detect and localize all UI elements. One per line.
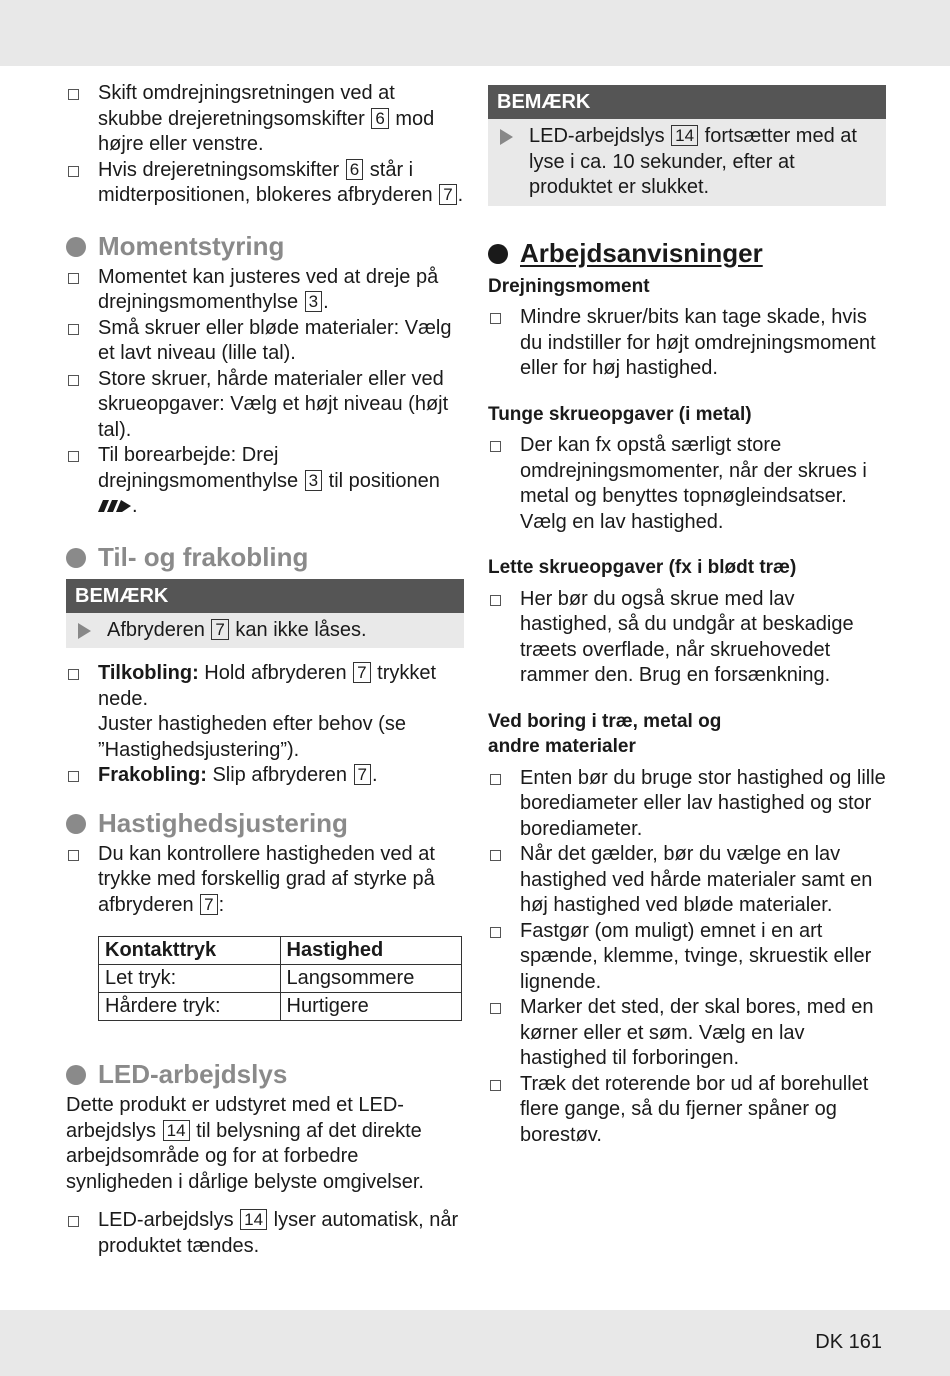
bullet-dot-icon: [66, 548, 86, 568]
drill-icon: [98, 499, 132, 513]
section-heading-hastighedsjustering: Hastighedsjustering: [66, 808, 464, 838]
list-item: Store skruer, hårde materialer eller ved skrueopgaver: Vælg et højt niveau (højt tal).: [66, 367, 464, 444]
list-item: Enten bør du bruge stor hastighed og lille borediameter eller lav hastighed og stor borediameter.: [488, 766, 886, 843]
subheading: Tunge skrueopgaver (i metal): [488, 403, 752, 425]
part-ref: 7: [211, 619, 228, 640]
list-item: Frakobling: Slip afbryderen 7 .: [66, 763, 464, 789]
checkbox-bullet-icon: [490, 927, 501, 938]
note-body: Afbryderen 7 kan ikke låses.: [66, 613, 464, 649]
left-column: [66, 80, 464, 1259]
speed-table: [98, 936, 462, 1021]
footer-bar: [0, 1310, 950, 1376]
checkbox-bullet-icon: [490, 441, 501, 452]
bullet-dot-icon: [66, 1065, 86, 1085]
checkbox-bullet-icon: [68, 166, 79, 177]
part-ref: 6: [346, 159, 363, 180]
note-box: [66, 579, 464, 649]
checkbox-bullet-icon: [68, 273, 79, 284]
part-ref: 3: [305, 470, 322, 491]
onoff-list: [66, 661, 464, 789]
list-item: Fastgør (om muligt) emnet i en art spænde, klemme, tvinge, skruestik eller lignende.: [488, 919, 886, 996]
checkbox-bullet-icon: [490, 595, 501, 606]
right-column: [488, 85, 886, 1148]
section-heading-led-arbejdslys: LED-arbejdslys: [66, 1059, 464, 1089]
table-row: Hårdere tryk: Hurtigere: [99, 993, 462, 1021]
led-paragraph: Dette produkt er udstyret med et LED-arbejdslys 14 til belysning af det direkte arbejdsområde og for at forbedre synligheden i dårlige belyste omgivelser.: [66, 1094, 424, 1193]
arrow-right-icon: [78, 623, 91, 639]
checkbox-bullet-icon: [490, 313, 501, 324]
list-item: LED-arbejdslys 14 lyser automatisk, når produktet tændes.: [66, 1208, 464, 1259]
checkbox-bullet-icon: [68, 375, 79, 386]
sub4-list: [488, 766, 886, 1149]
list-item: Her bør du også skrue med lav hastighed, så du undgår at beskadige træets overflade, når skruehovedet rammer den. Brug en forsænkning.: [488, 587, 886, 689]
bullet-dot-icon: [66, 814, 86, 834]
part-ref: 14: [671, 125, 698, 146]
bullet-dot-icon: [66, 237, 86, 257]
list-item: Tilkobling: Hold afbryderen 7 trykket nede. Juster hastigheden efter behov (se ”Hastighedsjustering”).: [66, 661, 464, 763]
section-heading-momentstyring: Momentstyring: [66, 231, 464, 261]
checkbox-bullet-icon: [68, 771, 79, 782]
intro-list: [66, 81, 464, 209]
checkbox-bullet-icon: [68, 1216, 79, 1227]
list-item: Momentet kan justeres ved at dreje på drejningsmomenthylse 3 .: [66, 265, 464, 316]
list-item: Når det gælder, bør du vælge en lav hastighed ved hårde materialer samt en høj hastighed ved bløde materialer.: [488, 842, 886, 919]
list-item: Skift omdrejningsretningen ved at skubbe drejeretningsomskifter 6 mod højre eller venstre.: [66, 81, 464, 158]
top-bar: [0, 0, 950, 66]
checkbox-bullet-icon: [490, 774, 501, 785]
note-box: [488, 85, 886, 206]
checkbox-bullet-icon: [490, 850, 501, 861]
note-body: LED-arbejdslys 14 fortsætter med at lyse i ca. 10 sekunder, efter at produktet er slukket.: [488, 119, 886, 206]
list-item: Til borearbejde: Drej drejningsmomenthylse 3 til positionen .: [66, 443, 464, 520]
list-item: Træk det roterende bor ud af borehullet flere gange, så du fjerner spåner og borestøv.: [488, 1072, 886, 1149]
subheading: Lette skrueopgaver (fx i blødt træ): [488, 557, 797, 578]
checkbox-bullet-icon: [68, 850, 79, 861]
arrow-right-icon: [500, 129, 513, 145]
led-list: [66, 1208, 464, 1259]
section-heading-arbejdsanvisninger: Arbejdsanvisninger: [488, 238, 886, 268]
note-header: BEMÆRK: [66, 579, 464, 613]
list-item: Mindre skruer/bits kan tage skade, hvis du indstiller for højt omdrejningsmoment eller for høj hastighed.: [488, 305, 886, 382]
part-ref: 7: [353, 662, 370, 683]
sub1-list: [488, 305, 886, 382]
checkbox-bullet-icon: [68, 669, 79, 680]
subheading: Ved boring i træ, metal og andre materialer: [488, 710, 722, 757]
table-row: Let tryk: Langsommere: [99, 965, 462, 993]
list-item: Du kan kontrollere hastigheden ved at trykke med forskellig grad af styrke på afbryderen 7 :: [66, 842, 464, 919]
note-header: BEMÆRK: [488, 85, 886, 119]
subheading: Drejningsmoment: [488, 275, 650, 297]
part-ref: 3: [305, 291, 322, 312]
checkbox-bullet-icon: [68, 324, 79, 335]
checkbox-bullet-icon: [490, 1080, 501, 1091]
part-ref: 7: [200, 894, 217, 915]
list-item: Hvis drejeretningsomskifter 6 står i midterpositionen, blokeres afbryderen 7 .: [66, 158, 464, 209]
list-item: Der kan fx opstå særligt store omdrejningsmomenter, når der skrues i metal og benyttes topnøgleindsatser. Vælg en lav hastighed.: [488, 433, 886, 535]
checkbox-bullet-icon: [68, 451, 79, 462]
list-item: Marker det sted, der skal bores, med en kørner eller et søm. Vælg en lav hastighed til forboringen.: [488, 995, 886, 1072]
checkbox-bullet-icon: [490, 1003, 501, 1014]
part-ref: 14: [163, 1120, 190, 1141]
sub3-list: [488, 587, 886, 689]
moment-list: [66, 265, 464, 520]
speed-list: [66, 842, 464, 919]
part-ref: 7: [439, 184, 456, 205]
part-ref: 7: [354, 764, 371, 785]
sub2-list: [488, 433, 886, 535]
checkbox-bullet-icon: [68, 89, 79, 100]
part-ref: 6: [371, 108, 388, 129]
section-heading-til-frakobling: Til- og frakobling: [66, 542, 464, 572]
part-ref: 14: [240, 1209, 267, 1230]
bullet-dot-icon: [488, 244, 508, 264]
page-number: DK 161: [815, 1331, 882, 1353]
table-header-row: Kontakttryk Hastighed: [99, 937, 462, 965]
list-item: Små skruer eller bløde materialer: Vælg et lavt niveau (lille tal).: [66, 316, 464, 367]
